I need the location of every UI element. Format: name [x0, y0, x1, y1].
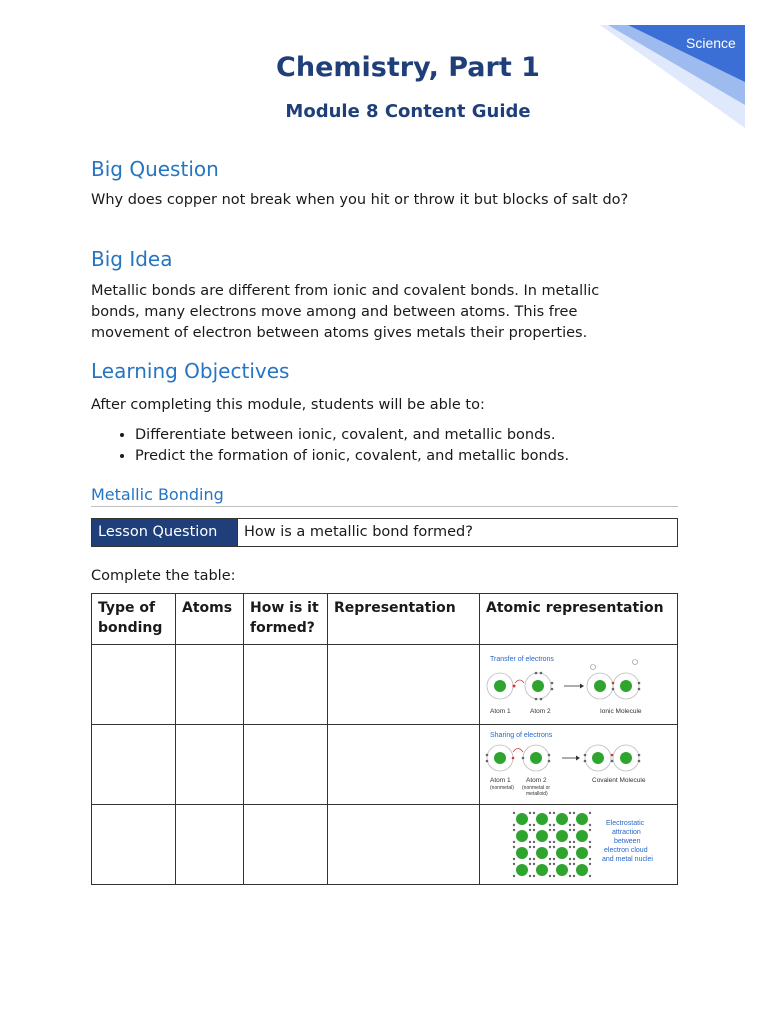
svg-text:Atom 1: Atom 1 [490, 708, 511, 715]
objectives-intro: After completing this module, students will be able to: [91, 397, 485, 413]
free-electron [573, 863, 575, 865]
free-electron [589, 824, 591, 826]
table-row [92, 725, 678, 805]
cell-how-formed[interactable] [244, 725, 328, 805]
free-electron [589, 863, 591, 865]
objectives-list [91, 425, 695, 467]
svg-text:(nonmetal): (nonmetal) [490, 785, 514, 791]
ionic-bond-diagram [480, 645, 670, 723]
svg-text:metalloid): metalloid) [526, 791, 548, 797]
cell-atoms[interactable] [176, 645, 244, 725]
free-electron [569, 875, 571, 877]
header-how-formed: How is it formed? [244, 594, 328, 645]
big-question-heading: Big Question [91, 157, 219, 181]
free-electron [573, 858, 575, 860]
free-electron [589, 812, 591, 814]
free-electron [573, 875, 575, 877]
free-electron [529, 841, 531, 843]
metal-atom [556, 830, 568, 842]
objective-item: • Differentiate between ionic, covalent, and metallic bonds. [135, 425, 695, 446]
free-electron [529, 812, 531, 814]
metal-atom [576, 813, 588, 825]
cell-type-of-bonding[interactable] [92, 805, 176, 885]
free-electron [513, 841, 515, 843]
metal-atom [536, 847, 548, 859]
free-electron [513, 863, 515, 865]
metal-atom [516, 830, 528, 842]
svg-text:electron cloud: electron cloud [604, 847, 648, 854]
free-electron [533, 812, 535, 814]
free-electron [513, 875, 515, 877]
metal-atom [516, 847, 528, 859]
free-electron [569, 812, 571, 814]
page-title: Chemistry, Part 1 [276, 52, 540, 83]
metal-atom [576, 830, 588, 842]
free-electron [569, 824, 571, 826]
cell-type-of-bonding[interactable] [92, 725, 176, 805]
metal-atom [576, 864, 588, 876]
free-electron [589, 829, 591, 831]
free-electron [549, 863, 551, 865]
free-electron [533, 846, 535, 848]
bonding-table [91, 593, 678, 885]
diagram-caption: Transfer of electrons [490, 656, 554, 663]
free-electron [533, 863, 535, 865]
svg-text:Atom 2: Atom 2 [526, 777, 547, 784]
free-electron [513, 812, 515, 814]
free-electron [553, 863, 555, 865]
metal-atom [536, 830, 548, 842]
metal-atom [536, 813, 548, 825]
cell-how-formed[interactable] [244, 645, 328, 725]
metal-atom [556, 847, 568, 859]
svg-text:and metal nuclei: and metal nuclei [602, 856, 653, 863]
free-electron [513, 829, 515, 831]
free-electron [589, 841, 591, 843]
cell-atomic-representation [480, 725, 678, 805]
free-electron [569, 841, 571, 843]
big-idea-heading: Big Idea [91, 247, 173, 271]
free-electron [513, 824, 515, 826]
free-electron [553, 875, 555, 877]
free-electron [529, 829, 531, 831]
covalent-bond-diagram [480, 725, 670, 803]
free-electron [569, 829, 571, 831]
free-electron [513, 846, 515, 848]
cell-representation[interactable] [328, 805, 480, 885]
big-idea-text: Metallic bonds are different from ionic and covalent bonds. In metallic bonds, many electrons move among and between atoms. This free movement of electron between atoms gives metals their properties. [91, 283, 600, 341]
free-electron [549, 875, 551, 877]
table-header-row [92, 594, 678, 645]
metal-atom [556, 813, 568, 825]
free-electron [529, 863, 531, 865]
objectives-heading: Learning Objectives [91, 359, 290, 383]
svg-text:Electrostatic: Electrostatic [606, 820, 645, 827]
header-atomic-representation: Atomic representation [480, 594, 678, 645]
svg-text:Covalent Molecule: Covalent Molecule [592, 777, 646, 784]
table-row [92, 645, 678, 725]
free-electron [573, 812, 575, 814]
big-question-text: Why does copper not break when you hit or throw it but blocks of salt do? [91, 192, 629, 208]
free-electron [533, 824, 535, 826]
subject-label: Science [686, 35, 736, 51]
section-divider [91, 506, 678, 507]
free-electron [549, 829, 551, 831]
free-electron [549, 846, 551, 848]
lesson-question-text: How is a metallic bond formed? [237, 519, 473, 546]
metal-atom [536, 864, 548, 876]
metal-atom [516, 864, 528, 876]
metal-atom [556, 864, 568, 876]
cell-type-of-bonding[interactable] [92, 645, 176, 725]
free-electron [589, 846, 591, 848]
cell-atoms[interactable] [176, 805, 244, 885]
free-electron [573, 846, 575, 848]
metal-atom [576, 847, 588, 859]
free-electron [569, 863, 571, 865]
svg-text:Atom 2: Atom 2 [530, 708, 551, 715]
free-electron [553, 858, 555, 860]
free-electron [549, 841, 551, 843]
free-electron [529, 846, 531, 848]
free-electron [549, 812, 551, 814]
metal-lattice [513, 812, 591, 877]
free-electron [573, 829, 575, 831]
free-electron [589, 858, 591, 860]
free-electron [589, 875, 591, 877]
svg-text:Ionic Molecule: Ionic Molecule [600, 708, 642, 715]
section-heading: Metallic Bonding [91, 485, 224, 504]
free-electron [553, 846, 555, 848]
free-electron [553, 812, 555, 814]
free-electron [533, 841, 535, 843]
free-electron [529, 875, 531, 877]
free-electron [553, 829, 555, 831]
free-electron [513, 858, 515, 860]
svg-text:Atom 1: Atom 1 [490, 777, 511, 784]
cell-atomic-representation [480, 805, 678, 885]
cell-atomic-representation [480, 645, 678, 725]
free-electron [529, 824, 531, 826]
free-electron [569, 858, 571, 860]
cell-representation[interactable] [328, 645, 480, 725]
svg-text:attraction: attraction [612, 829, 641, 836]
free-electron [549, 824, 551, 826]
free-electron [529, 858, 531, 860]
diagram-caption: Sharing of electrons [490, 732, 553, 739]
page-subtitle: Module 8 Content Guide [285, 101, 531, 122]
header-representation: Representation [328, 594, 480, 645]
lesson-question-box [91, 518, 678, 547]
free-electron [549, 858, 551, 860]
cell-representation[interactable] [328, 725, 480, 805]
metal-atom [516, 813, 528, 825]
free-electron [553, 824, 555, 826]
free-electron [573, 841, 575, 843]
metallic-bond-diagram [480, 805, 670, 883]
svg-text:(nonmetal or: (nonmetal or [522, 785, 551, 791]
header-atoms: Atoms [176, 594, 244, 645]
table-instruction: Complete the table: [91, 568, 236, 584]
svg-text:between: between [614, 838, 641, 845]
cell-atoms[interactable] [176, 725, 244, 805]
free-electron [573, 824, 575, 826]
free-electron [533, 858, 535, 860]
free-electron [553, 841, 555, 843]
cell-how-formed[interactable] [244, 805, 328, 885]
table-row [92, 805, 678, 885]
lesson-question-label: Lesson Question [92, 519, 237, 546]
free-electron [533, 829, 535, 831]
objective-item: • Predict the formation of ionic, covalent, and metallic bonds. [135, 446, 695, 467]
free-electron [533, 875, 535, 877]
header-type-of-bonding: Type of bonding [92, 594, 176, 645]
free-electron [569, 846, 571, 848]
